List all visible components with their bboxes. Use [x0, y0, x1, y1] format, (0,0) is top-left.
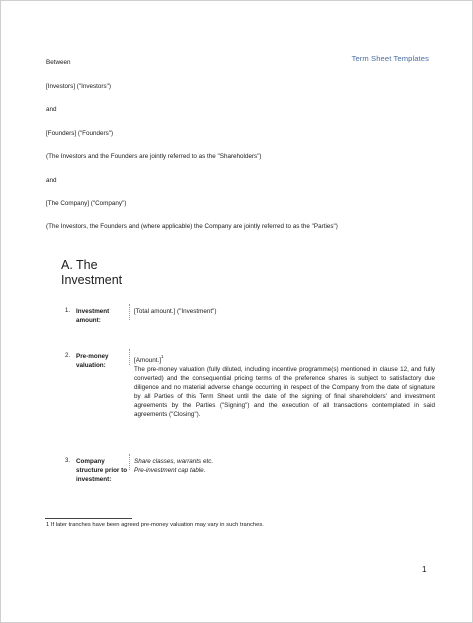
party-line-and: and	[46, 177, 57, 184]
item-label: Investment amount:	[76, 308, 110, 324]
structure-line2: Pre-investment cap table.	[134, 467, 206, 474]
field-divider	[129, 349, 130, 365]
party-line-parties-note: (The Investors, the Founders and (where applicable) the Company are jointly referred to as the "Parties")	[46, 223, 338, 230]
item-value	[134, 352, 435, 419]
item-number: 3.	[65, 458, 71, 464]
item-value	[134, 457, 435, 475]
field-divider	[129, 454, 130, 470]
item-number: 2.	[65, 353, 71, 359]
item-label: Pre-money valuation:	[76, 353, 109, 369]
party-line-shareholders-note: (The Investors and the Founders are jointly referred to as the "Shareholders")	[46, 153, 262, 160]
footnote-divider	[45, 518, 132, 519]
section-title-line2: Investment	[61, 273, 123, 287]
item-number: 1.	[65, 308, 71, 314]
item-value: [Total amount.] ("Investment")	[134, 308, 217, 315]
party-line-founders: [Founders] ("Founders")	[46, 130, 114, 137]
item-label: Company structure prior to investment:	[76, 458, 128, 483]
party-line-investors: [Investors] ("Investors")	[46, 83, 112, 90]
section-title-line1: The	[76, 258, 98, 272]
section-letter: A.	[61, 258, 73, 272]
field-divider	[129, 304, 130, 320]
party-line-and: and	[46, 106, 57, 113]
footnote-reference[interactable]: 1	[160, 354, 164, 359]
party-line-between: Between	[46, 59, 71, 66]
footnote-text: 1 If later tranches have been agreed pre-money valuation may vary in such tranches.	[46, 522, 264, 528]
section-heading	[61, 258, 122, 288]
page-number: 1	[422, 565, 427, 574]
valuation-amount: [Amount.]	[134, 357, 161, 364]
valuation-body: The pre-money valuation (fully diluted, including incentive programme(s) mentioned in clause 12, and fully converted) and the consequential pricing terms of the preference shares is subject to satisfactory due diligence and no material adverse change occurring in respect of the Company from the date of signature by all Parties of this Term Sheet until the date of the signing of final shareholders' and investment agreements by the Parties ("Signing") and the execution of all transactions contemplated in said agreements ("Closing").	[134, 366, 435, 418]
structure-line1: Share classes, warrants etc.	[134, 458, 214, 465]
header-watermark: Term Sheet Templates	[351, 54, 429, 63]
party-line-company: [The Company] ("Company")	[46, 200, 127, 207]
